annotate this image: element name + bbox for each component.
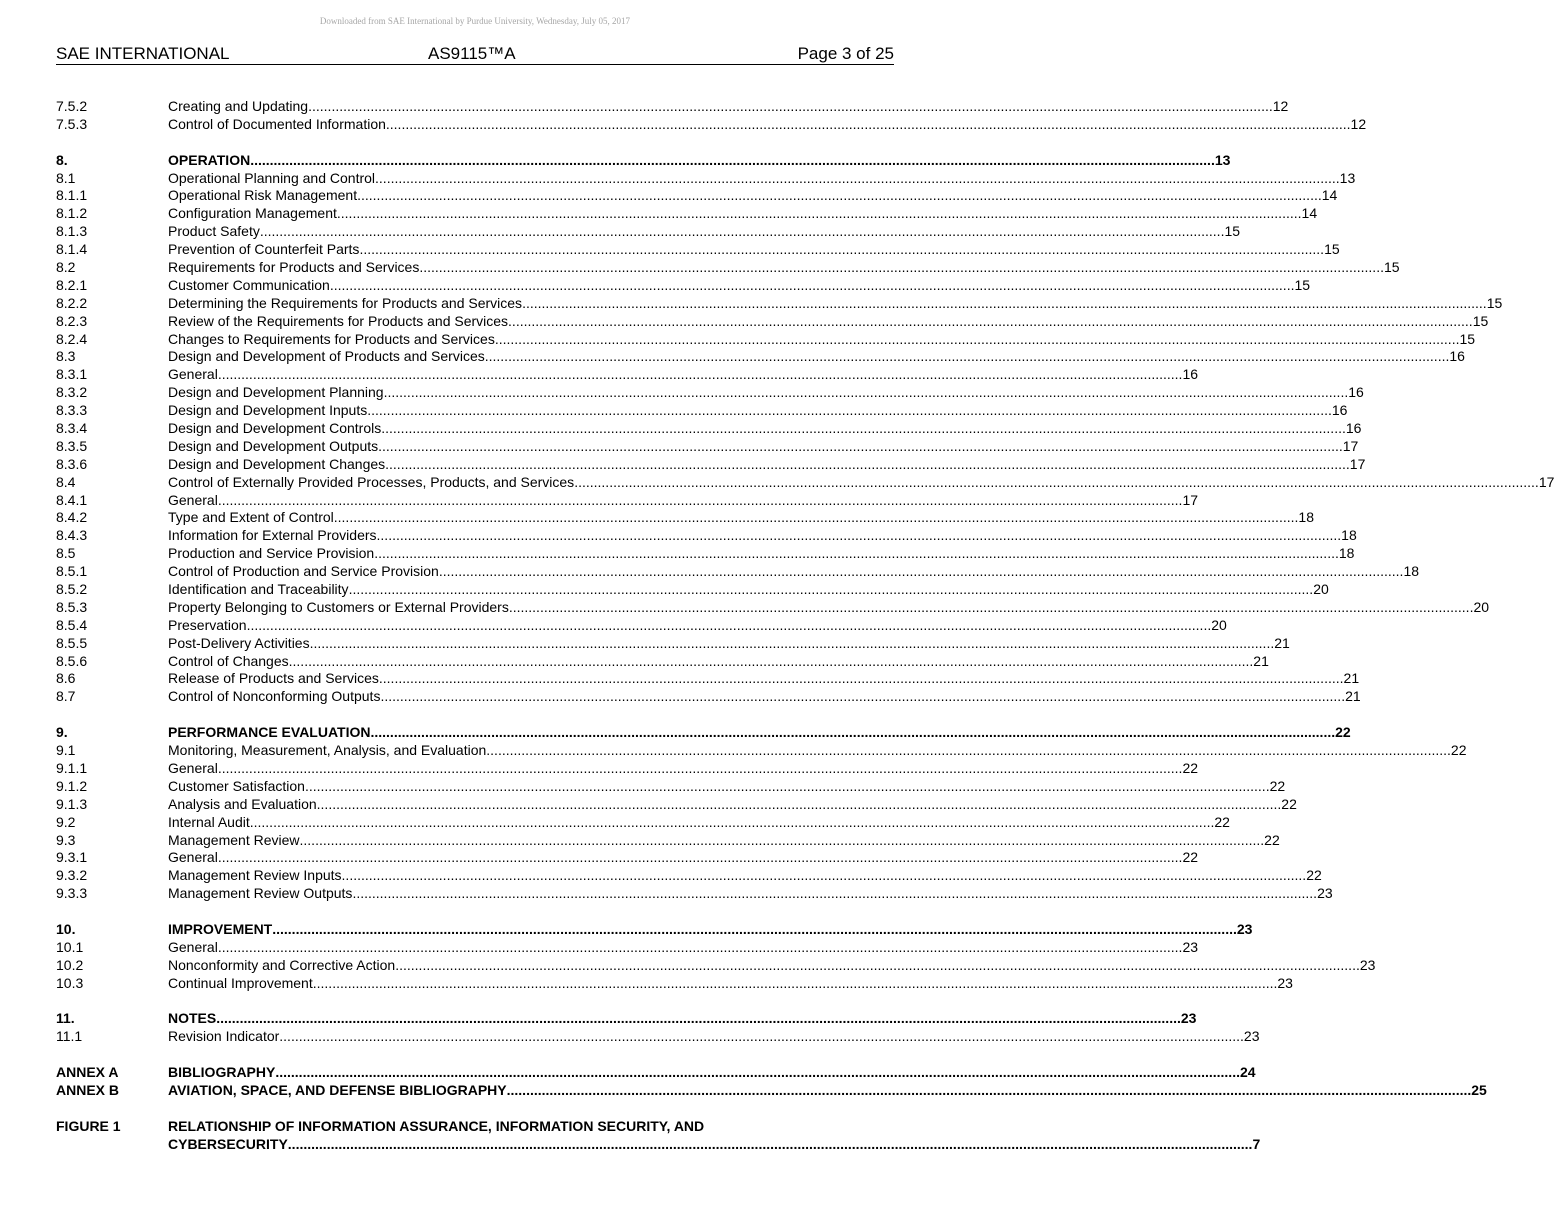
table-of-contents (56, 97, 1554, 1154)
toc-entry-number: 8.1.2 (56, 205, 88, 222)
header-document-id: AS9115™A (428, 44, 516, 63)
toc-leader-dots (334, 509, 1299, 527)
toc-entry[interactable] (56, 169, 1356, 188)
toc-entry-title: Operational Risk Management (168, 187, 358, 204)
toc-leader-dots (247, 617, 1212, 635)
toc-entry[interactable] (56, 97, 1289, 116)
toc-entry-page: 23 (1180, 1010, 1197, 1027)
toc-leader-dots (508, 313, 1473, 331)
toc-entry[interactable] (56, 276, 1311, 295)
toc-entry-title: Customer Communication (168, 276, 330, 293)
toc-entry-title: General (168, 849, 218, 866)
toc-entry-number: 11.1 (56, 1028, 83, 1045)
toc-entry-page: 21 (1345, 688, 1361, 705)
toc-entry-number: 7.5.3 (56, 115, 88, 132)
toc-leader-dots (337, 205, 1302, 223)
toc-entry-page: 23 (1277, 974, 1293, 991)
toc-leader-dots (395, 957, 1360, 975)
toc-entry-number: 8.5.4 (56, 616, 88, 633)
toc-entry-title: Information for External Providers (168, 527, 377, 544)
toc-entry-number: ANNEX A (56, 1064, 119, 1081)
toc-entry-page: 17 (1342, 437, 1359, 454)
toc-entry-number: 8.3 (56, 348, 76, 365)
toc-entry-number: 8.1.4 (56, 241, 88, 258)
toc-entry-number: 8.5.6 (56, 652, 88, 669)
toc-leader-dots (574, 474, 1539, 492)
toc-entry-page: 22 (1335, 724, 1351, 741)
toc-entry-page: 15 (1383, 259, 1400, 275)
toc-entry-number: 11. (56, 1010, 75, 1027)
toc-entry-title: Design and Development Planning (168, 384, 384, 401)
toc-entry[interactable] (56, 688, 1361, 706)
toc-entry-number: 8.5.2 (56, 581, 88, 598)
toc-entry[interactable] (56, 920, 1253, 939)
toc-entry-title: General (168, 366, 218, 383)
toc-entry-number: 9.3 (56, 831, 76, 848)
toc-entry[interactable] (56, 563, 1420, 581)
toc-leader-dots (218, 939, 1183, 957)
toc-entry-number: 9.1 (56, 742, 76, 759)
toc-entry[interactable] (56, 151, 1231, 170)
toc-leader-dots (381, 420, 1346, 438)
toc-entry-number: 8.5.3 (56, 598, 88, 615)
toc-entry-title: Design and Development Inputs (168, 402, 368, 419)
toc-figure-title-line2: CYBERSECURITY (168, 1135, 288, 1152)
toc-entry-title: Review of the Requirements for Products and Services (168, 312, 509, 329)
toc-entry[interactable] (56, 652, 1269, 671)
toc-entry[interactable] (56, 867, 1322, 885)
toc-figure-entry[interactable] (56, 1117, 1261, 1154)
toc-entry-title: Design and Development of Products and Services (168, 348, 485, 365)
toc-entry[interactable] (56, 420, 1362, 438)
toc-entry-number: 8.1 (56, 169, 76, 186)
toc-entry-page: 23 (1236, 920, 1253, 937)
toc-figure-page: 7 (1252, 1135, 1261, 1152)
toc-leader-dots (374, 545, 1339, 563)
toc-entry[interactable] (56, 402, 1348, 420)
toc-leader-dots (379, 670, 1344, 688)
toc-entry[interactable] (56, 634, 1290, 653)
toc-entry-title: Nonconformity and Corrective Action (168, 956, 396, 973)
toc-entry-number: 8.3.5 (56, 437, 88, 454)
toc-entry-title: IMPROVEMENT (168, 920, 273, 937)
toc-entry-title: Revision Indicator (168, 1028, 280, 1045)
toc-entry[interactable] (56, 1064, 1256, 1082)
toc-entry[interactable] (56, 348, 1465, 366)
toc-entry-number: 10.3 (56, 974, 84, 991)
toc-entry-page: 15 (1459, 330, 1476, 347)
toc-entry-number: 8.3.1 (56, 366, 88, 383)
toc-entry-title: Release of Products and Services (168, 670, 379, 687)
toc-entry-page: 22 (1281, 795, 1297, 812)
toc-entry[interactable] (56, 777, 1286, 796)
toc-entry[interactable] (56, 670, 1360, 689)
toc-entry-page: 18 (1298, 509, 1314, 526)
toc-entry-title: Product Safety (168, 223, 260, 240)
toc-leader-dots (380, 688, 1345, 706)
toc-entry-page: 22 (1182, 849, 1199, 866)
toc-leader-dots (377, 527, 1342, 545)
toc-leader-dots (507, 1082, 1472, 1100)
toc-leader-dots (272, 921, 1237, 939)
toc-entry-number: 8.5.1 (56, 563, 88, 580)
toc-entry-number: 9.3.1 (56, 849, 88, 866)
toc-leader-dots (313, 975, 1278, 993)
toc-entry-page: 18 (1341, 527, 1357, 544)
toc-entry-page: 12 (1350, 115, 1367, 132)
toc-entry[interactable] (56, 259, 1400, 277)
toc-entry-title: Preservation (168, 616, 247, 633)
toc-entry-page: 14 (1301, 205, 1318, 222)
toc-entry-number: 8.3.3 (56, 402, 88, 419)
toc-entry-number: 8.3.6 (56, 455, 88, 472)
toc-entry[interactable] (56, 795, 1297, 814)
toc-leader-dots (300, 832, 1265, 850)
toc-entry-number: 10. (56, 920, 76, 937)
toc-entry-page: 22 (1182, 759, 1199, 776)
toc-entry-number: 9.3.3 (56, 885, 88, 902)
toc-entry-title: Monitoring, Measurement, Analysis, and Evaluation (168, 742, 487, 759)
toc-leader-dots (218, 366, 1183, 384)
toc-entry-page: 21 (1253, 652, 1269, 669)
header-organization: SAE INTERNATIONAL (56, 44, 230, 63)
toc-entry-number: 8.4 (56, 473, 76, 490)
toc-leader-dots (495, 331, 1460, 349)
toc-leader-dots (218, 760, 1183, 778)
toc-entry-number: 8. (56, 151, 68, 168)
toc-leader-dots (310, 635, 1275, 653)
toc-entry-page: 15 (1472, 312, 1489, 329)
toc-entry-page: 23 (1359, 956, 1376, 973)
toc-entry-title: Changes to Requirements for Products and Services (168, 330, 495, 347)
toc-entry-title: PERFORMANCE EVALUATION (168, 724, 371, 741)
toc-entry-page: 17 (1349, 455, 1366, 472)
toc-leader-dots (349, 581, 1314, 599)
toc-leader-dots (384, 384, 1349, 402)
toc-entry-page: 16 (1345, 420, 1362, 437)
toc-entry[interactable] (56, 527, 1357, 545)
toc-leader-dots (250, 152, 1215, 170)
toc-entry-title: Customer Satisfaction (168, 777, 305, 794)
download-watermark: Downloaded from SAE International by Purdue University, Wednesday, July 05, 2017 (319, 16, 631, 26)
toc-entry-number: 9. (56, 724, 68, 741)
toc-entry-number: 8.2.1 (56, 276, 88, 293)
toc-entry-number: 8.1.3 (56, 223, 88, 240)
toc-leader-dots (385, 456, 1350, 474)
toc-entry-number: 8.2.3 (56, 312, 88, 329)
toc-entry-page: 23 (1182, 938, 1199, 955)
toc-entry-page: 22 (1214, 813, 1230, 830)
toc-leader-dots (289, 653, 1254, 671)
toc-leader-dots (439, 563, 1404, 581)
toc-leader-dots (250, 814, 1215, 832)
toc-entry[interactable] (56, 724, 1351, 742)
toc-entry[interactable] (56, 1081, 1487, 1100)
toc-entry-title: Management Review Outputs (168, 885, 353, 902)
toc-entry-number: 8.2 (56, 259, 76, 275)
toc-entry-title: Prevention of Counterfeit Parts (168, 241, 360, 258)
toc-entry[interactable] (56, 437, 1359, 456)
toc-figure-title-line1: RELATIONSHIP OF INFORMATION ASSURANCE, INFORMATION SECURITY, AND (168, 1117, 705, 1134)
toc-entry-title: Control of Nonconforming Outputs (168, 688, 381, 705)
toc-entry-title: Operational Planning and Control (168, 169, 376, 186)
toc-entry-title: Continual Improvement (168, 974, 313, 991)
toc-entry[interactable] (56, 294, 1503, 313)
toc-entry-number: 8.3.2 (56, 384, 88, 401)
toc-entry-number: 9.1.1 (56, 759, 88, 776)
toc-entry[interactable] (56, 581, 1329, 599)
toc-entry-title: Configuration Management (168, 205, 337, 222)
toc-entry-number: 8.6 (56, 670, 76, 687)
toc-entry-page: 18 (1403, 563, 1420, 580)
toc-leader-dots (367, 402, 1332, 420)
toc-entry[interactable] (56, 849, 1199, 867)
toc-entry-title: OPERATION (168, 151, 251, 168)
toc-leader-dots (359, 241, 1324, 259)
toc-entry[interactable] (56, 742, 1467, 760)
toc-entry-page: 16 (1449, 348, 1465, 365)
toc-entry-page: 23 (1317, 885, 1333, 902)
toc-entry-title: Post-Delivery Activities (168, 634, 310, 651)
toc-leader-dots (485, 348, 1450, 366)
toc-entry[interactable] (56, 187, 1338, 205)
toc-entry-page: 15 (1294, 276, 1311, 293)
toc-entry-number: 7.5.2 (56, 97, 88, 114)
toc-leader-dots (419, 259, 1384, 277)
toc-entry-number: 8.1.1 (56, 187, 88, 204)
toc-leader-dots (509, 599, 1474, 617)
toc-entry-page: 16 (1348, 384, 1364, 401)
toc-entry[interactable] (56, 223, 1241, 241)
toc-leader-dots (216, 1010, 1181, 1028)
toc-entry-page: 13 (1214, 151, 1231, 168)
toc-entry-page: 14 (1321, 187, 1338, 204)
toc-entry-page: 12 (1272, 97, 1289, 114)
toc-entry-number: ANNEX B (56, 1081, 120, 1098)
toc-entry-number: 8.4.1 (56, 491, 88, 508)
toc-entry-page: 21 (1343, 670, 1360, 687)
toc-entry-title: Design and Development Controls (168, 420, 382, 437)
toc-entry-number: 8.2.2 (56, 294, 88, 311)
toc-leader-dots (308, 98, 1273, 116)
toc-entry-title: NOTES (168, 1010, 217, 1027)
toc-entry-number: 8.2.4 (56, 330, 88, 347)
toc-leader-dots (357, 187, 1322, 205)
toc-entry-number: 9.3.2 (56, 867, 88, 884)
toc-entry[interactable] (56, 509, 1314, 527)
toc-entry-number: 8.4.3 (56, 527, 88, 544)
toc-entry[interactable] (56, 366, 1199, 384)
page-header (56, 44, 894, 65)
toc-entry-page: 17 (1538, 473, 1554, 490)
toc-entry-title: Production and Service Provision (168, 545, 375, 562)
toc-entry-page: 15 (1486, 294, 1503, 311)
toc-entry-title: Requirements for Products and Services (168, 259, 420, 275)
toc-entry-title: General (168, 759, 218, 776)
toc-entry-page: 25 (1471, 1081, 1487, 1098)
toc-leader-dots (522, 295, 1487, 313)
toc-entry-page: 22 (1264, 831, 1280, 848)
toc-entry-number: 8.5 (56, 545, 76, 562)
toc-entry-title: Control of Changes (168, 652, 289, 669)
toc-entry-title: Management Review Inputs (168, 867, 342, 884)
toc-leader-dots (342, 867, 1307, 885)
toc-leader-dots (275, 1064, 1240, 1082)
toc-entry-title: Internal Audit (168, 813, 250, 830)
toc-entry-title: Creating and Updating (168, 97, 309, 114)
toc-entry-title: General (168, 938, 218, 955)
toc-entry-number: 8.7 (56, 688, 76, 705)
toc-entry-title: Management Review (168, 831, 300, 848)
toc-entry[interactable] (56, 241, 1340, 259)
toc-entry-page: 18 (1338, 545, 1355, 562)
toc-figure-number: FIGURE 1 (56, 1117, 121, 1134)
toc-entry-title: General (168, 491, 218, 508)
toc-entry[interactable] (56, 938, 1199, 957)
toc-leader-dots (386, 116, 1351, 134)
toc-leader-dots (375, 170, 1340, 188)
toc-entry[interactable] (56, 473, 1554, 492)
toc-leader-dots (218, 849, 1183, 867)
toc-entry-page: 15 (1224, 223, 1241, 240)
toc-leader-dots (218, 492, 1183, 510)
toc-entry-page: 23 (1243, 1028, 1260, 1045)
toc-entry-page: 15 (1324, 241, 1340, 258)
toc-entry-title: Type and Extent of Control (168, 509, 334, 526)
toc-entry[interactable] (56, 831, 1280, 850)
toc-entry-number: 9.1.3 (56, 795, 88, 812)
toc-entry[interactable] (56, 115, 1367, 134)
toc-entry[interactable] (56, 384, 1364, 402)
toc-entry-title: Property Belonging to Customers or External Providers (168, 598, 509, 615)
toc-leader-dots (317, 796, 1282, 814)
toc-entry[interactable] (56, 759, 1199, 778)
toc-entry-page: 16 (1182, 366, 1199, 383)
toc-leader-dots (370, 724, 1335, 742)
toc-leader-dots (352, 885, 1317, 903)
toc-entry[interactable] (56, 205, 1318, 223)
toc-entry-title: Design and Development Changes (168, 455, 386, 472)
toc-entry-title: Identification and Traceability (168, 581, 349, 598)
toc-leader-dots (330, 277, 1295, 295)
toc-entry-page: 21 (1274, 634, 1290, 651)
toc-entry-title: Analysis and Evaluation (168, 795, 317, 812)
toc-entry-number: 9.2 (56, 813, 76, 830)
toc-entry-page: 20 (1211, 616, 1227, 633)
toc-entry[interactable] (56, 974, 1293, 993)
toc-entry-page: 22 (1306, 867, 1322, 884)
toc-entry-title: AVIATION, SPACE, AND DEFENSE BIBLIOGRAPHY (168, 1081, 507, 1098)
toc-entry[interactable] (56, 616, 1227, 635)
toc-entry-page: 20 (1313, 581, 1329, 598)
toc-entry[interactable] (56, 312, 1489, 331)
toc-entry-title: Control of Externally Provided Processes, Products, and Services (168, 473, 575, 490)
toc-leader-dots (260, 223, 1225, 241)
toc-entry[interactable] (56, 1010, 1197, 1028)
toc-entry-page: 22 (1269, 777, 1286, 794)
toc-leader-dots (305, 778, 1270, 796)
toc-entry[interactable] (56, 813, 1230, 832)
toc-entry[interactable] (56, 330, 1476, 349)
toc-entry[interactable] (56, 885, 1333, 903)
toc-entry-number: 9.1.2 (56, 777, 88, 794)
toc-entry-title: Control of Documented Information (168, 115, 386, 132)
toc-entry-page: 22 (1450, 742, 1467, 759)
toc-leader-dots (279, 1028, 1244, 1046)
toc-leader-dots (378, 438, 1343, 456)
toc-entry[interactable] (56, 1028, 1260, 1046)
toc-entry-page: 20 (1473, 598, 1490, 615)
toc-entry-title: Design and Development Outputs (168, 437, 379, 454)
toc-entry-page: 13 (1339, 169, 1356, 186)
toc-entry-title: Determining the Requirements for Products and Services (168, 294, 523, 311)
toc-entry[interactable] (56, 545, 1355, 563)
header-page-number: Page 3 of 25 (797, 44, 894, 63)
toc-entry-number: 8.5.5 (56, 634, 88, 651)
toc-leader-dots (486, 742, 1451, 760)
toc-entry-number: 10.2 (56, 956, 84, 973)
toc-entry-title: BIBLIOGRAPHY (168, 1064, 276, 1081)
toc-entry-number: 8.4.2 (56, 509, 88, 526)
toc-entry-number: 10.1 (56, 938, 84, 955)
toc-entry-title: Control of Production and Service Provision (168, 563, 439, 580)
toc-entry[interactable] (56, 455, 1366, 474)
toc-entry[interactable] (56, 956, 1376, 975)
toc-entry[interactable] (56, 598, 1490, 617)
toc-entry-page: 17 (1182, 491, 1199, 508)
toc-entry-number: 8.3.4 (56, 420, 88, 437)
toc-entry-page: 24 (1239, 1064, 1256, 1081)
toc-leader-dots (288, 1136, 1253, 1154)
toc-entry-page: 16 (1331, 402, 1348, 419)
toc-entry[interactable] (56, 491, 1199, 510)
